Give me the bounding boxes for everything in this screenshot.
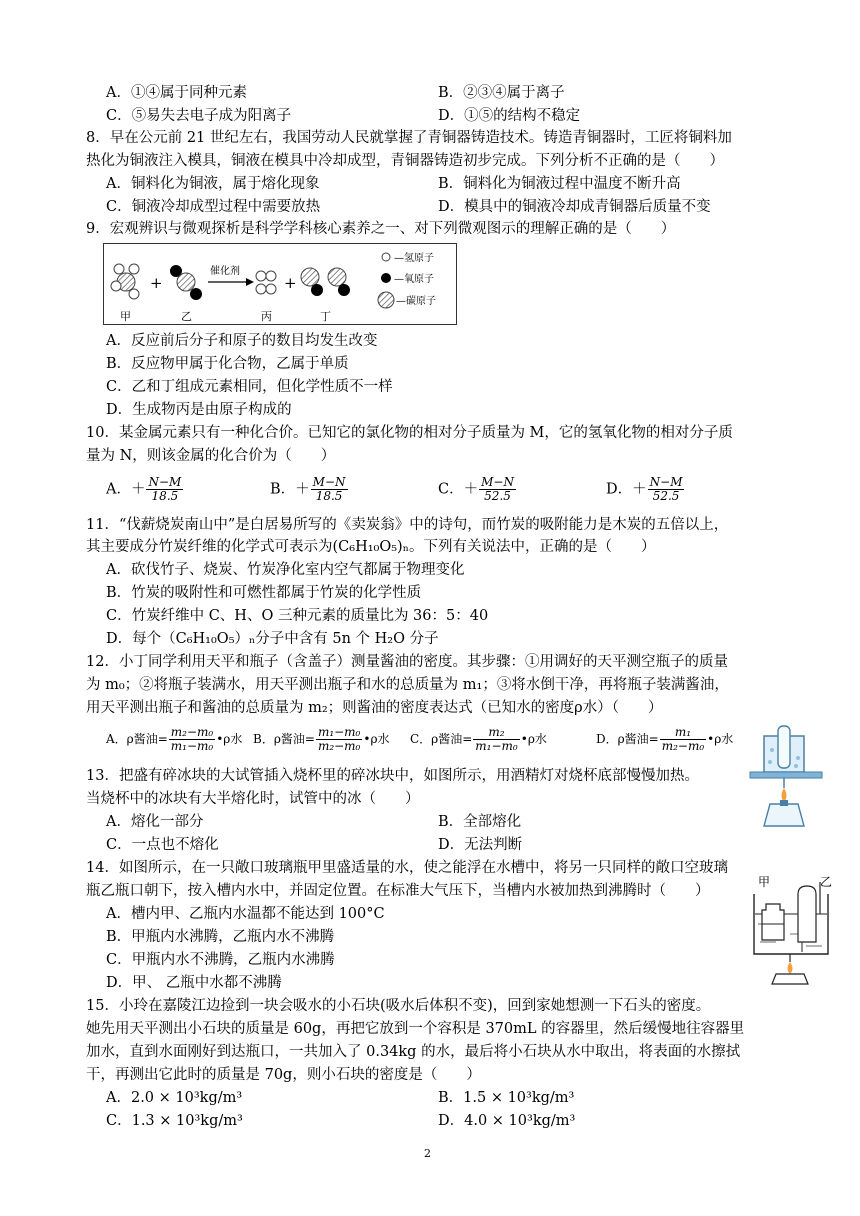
catalyst-label: 催化剂 <box>210 266 240 277</box>
q9-option-d: D．生成物丙是由原子构成的 <box>106 402 292 418</box>
q8-stem-line2: 热化为铜液注入模具，铜液在模具中冷却成型，青铜器铸造初步完成。下列分析不正确的是（ ） <box>86 153 724 169</box>
q9-option-c: C．乙和丁组成元素相同，但化学性质不一样 <box>106 379 393 395</box>
molecule-bing <box>256 271 276 294</box>
q11-stem-line1: 11．“伐薪烧炭南山中”是白居易所写的《卖炭翁》中的诗句，而竹炭的吸附能力是木炭的五倍以上， <box>86 517 729 533</box>
q9-molecule-diagram <box>104 244 456 324</box>
q15-option-a: A．2.0 × 10³kg/m³ <box>106 1090 243 1106</box>
q15-option-c: C．1.3 × 10³kg/m³ <box>106 1113 243 1129</box>
legend-hydrogen: —氢原子 <box>394 253 434 264</box>
molecule-ding <box>301 268 350 296</box>
q13-stem-line1: 13．把盛有碎冰块的大试管插入烧杯里的碎冰块中，如图所示，用酒精灯对烧杯底部慢慢加热。 <box>86 768 699 784</box>
label-yi-bottle: 乙 <box>820 875 833 889</box>
q7-option-c: C．⑤易失去电子成为阳离子 <box>106 108 292 124</box>
q15-option-d: D．4.0 × 10³kg/m³ <box>438 1113 576 1129</box>
q8-option-b: B．铜料化为铜液过程中温度不断升高 <box>438 176 681 192</box>
molecule-jia <box>111 264 139 299</box>
legend-oxygen: —氧原子 <box>394 274 434 285</box>
label-jia: 甲 <box>120 310 131 323</box>
q13-stem-line2: 当烧杯中的冰块有大半熔化时，试管中的冰（ ） <box>86 791 420 807</box>
q15-stem-line4: 干，再测出它此时的质量是 70g，则小石块的密度是（ ） <box>86 1067 481 1083</box>
q10-option-d: D．＋ $\frac{N-M}{52.5}$ <box>606 475 683 503</box>
q12-option-b: B．ρ酱油= $\frac{\text{m₁−m₀}}{\text{m₂−m₀}}$ •ρ水 <box>253 725 390 753</box>
q14-option-a: A．槽内甲、乙瓶内水温都不能达到 100°C <box>106 906 385 922</box>
q12-c-fraction: $\frac{\text{m₂}}{\text{m₁−m₀}}$ <box>475 725 518 753</box>
label-jia-bottle: 甲 <box>758 875 771 889</box>
q12-stem-line3: 用天平测出瓶子和酱油的总质量为 m₂；则酱油的密度表达式（已知水的密度ρ水）（ ） <box>86 700 663 716</box>
q10-d-fraction: $\frac{N-M}{52.5}$ <box>649 475 683 503</box>
q10-b-fraction: $\frac{M-N}{18.5}$ <box>312 475 346 503</box>
q13-option-d: D．无法判断 <box>438 837 523 853</box>
q12-option-a: A．ρ酱油= $\frac{\text{m₂−m₀}}{\text{m₁−m₀}}$ •ρ水 <box>106 725 243 753</box>
plus-sign-2: + <box>284 274 297 292</box>
q10-stem-line1: 10．某金属元素只有一种化合价。已知它的氯化物的相对分子质量为 M，它的氢氧化物的相对分子质 <box>86 425 733 441</box>
q15-option-b: B．1.5 × 10³kg/m³ <box>438 1090 575 1106</box>
label-bing: 丙 <box>261 310 272 323</box>
q8-option-a: A．铜料化为铜液，属于熔化现象 <box>106 176 320 192</box>
q12-option-c: C．ρ酱油= $\frac{\text{m₂}}{\text{m₁−m₀}}$ •ρ水 <box>410 725 547 753</box>
q14-stem-line2: 瓶乙瓶口朝下，按入槽内水中，并固定位置。在标准大气压下，当槽内水被加热到沸腾时（ ） <box>86 883 710 899</box>
q10-option-a: A．＋ $\frac{N-M}{18.5}$ <box>106 475 182 503</box>
q8-option-d: D．模具中的铜液冷却成青铜器后质量不变 <box>438 199 711 215</box>
q15-stem-line2: 她先用天平测出小石块的质量是 60g，再把它放到一个容积是 370mL 的容器里，然后缓慢地往容器里 <box>86 1021 745 1037</box>
q13-beaker-figure <box>748 722 826 834</box>
q15-stem-line3: 加水，直到水面刚好到达瓶口，一共加入了 0.34kg 的水，最后将小石块从水中取出，将表面的水擦拭 <box>86 1044 741 1060</box>
q11-stem-line2: 其主要成分竹炭纤维的化学式可表示为(C₆H₁₀O₅)ₙ。下列有关说法中，正确的是（ ） <box>86 539 656 555</box>
q10-option-b: B．＋ $\frac{M-N}{18.5}$ <box>270 475 346 503</box>
q14-option-b: B．甲瓶内水沸腾，乙瓶内水不沸腾 <box>106 929 335 945</box>
q9-option-a: A．反应前后分子和原子的数目均发生改变 <box>106 333 378 349</box>
q10-c-fraction: $\frac{M-N}{52.5}$ <box>481 475 514 503</box>
molecule-yi <box>170 265 202 300</box>
q9-option-b: B．反应物甲属于化合物，乙属于单质 <box>106 356 349 372</box>
q9-stem: 9．宏观辨识与微观探析是科学学科核心素养之一、对下列微观图示的理解正确的是（ ） <box>86 221 676 237</box>
q12-b-fraction: $\frac{\text{m₁−m₀}}{\text{m₂−m₀}}$ <box>317 725 361 753</box>
q14-option-d: D．甲、 乙瓶中水都不沸腾 <box>106 975 282 991</box>
q11-option-c: C．竹炭纤维中 C、H、O 三种元素的质量比为 36：5：40 <box>106 608 489 624</box>
q8-option-c: C．铜液冷却成型过程中需要放热 <box>106 199 321 215</box>
q11-option-b: B．竹炭的吸附性和可燃性都属于竹炭的化学性质 <box>106 585 422 601</box>
q14-option-c: C．甲瓶内水不沸腾，乙瓶内水沸腾 <box>106 952 335 968</box>
q11-option-a: A．砍伐竹子、烧炭、竹炭净化室内空气都属于物理变化 <box>106 562 465 578</box>
q9-molecule-figure <box>103 243 457 325</box>
q12-d-fraction: $\frac{\text{m₁}}{\text{m₂−m₀}}$ <box>661 725 705 753</box>
legend-carbon: —碳原子 <box>396 296 436 307</box>
q10-option-c: C．＋ $\frac{M-N}{52.5}$ <box>438 475 514 503</box>
q12-option-d: D．ρ酱油= $\frac{\text{m₁}}{\text{m₂−m₀}}$ •ρ水 <box>596 725 734 753</box>
q12-a-fraction: $\frac{\text{m₂−m₀}}{\text{m₁−m₀}}$ <box>170 725 214 753</box>
q10-a-fraction: $\frac{N-M}{18.5}$ <box>148 475 182 503</box>
q7-option-d: D．①⑤的结构不稳定 <box>438 108 581 124</box>
label-ding: 丁 <box>320 310 331 323</box>
q7-option-a: A．①④属于同种元素 <box>106 85 247 101</box>
q8-stem-line1: 8．早在公元前 21 世纪左右，我国劳动人民就掌握了青铜器铸造技术。铸造青铜器时，工匠将铜料加 <box>86 130 732 146</box>
q13-option-a: A．熔化一部分 <box>106 814 204 830</box>
q13-option-b: B．全部熔化 <box>438 814 522 830</box>
q14-trough-figure <box>750 874 836 986</box>
q14-stem-line1: 14．如图所示，在一只敞口玻璃瓶甲里盛适量的水，使之能浮在水槽中，将另一只同样的敞口空玻璃 <box>86 860 728 876</box>
q12-stem-line2: 为 m₀；②将瓶子装满水，用天平测出瓶子和水的总质量为 m₁；③将水倒干净，再将瓶子装满酱油， <box>86 677 729 693</box>
q7-option-b: B．②③④属于离子 <box>438 85 565 101</box>
page-number: 2 <box>424 1147 431 1160</box>
q11-option-d: D．每个（C₆H₁₀O₅）ₙ分子中含有 5n 个 H₂O 分子 <box>106 631 439 647</box>
q12-stem-line1: 12．小丁同学利用天平和瓶子（含盖子）测量酱油的密度。其步骤：①用调好的天平测空瓶子的质量 <box>86 654 728 670</box>
label-yi: 乙 <box>181 310 192 323</box>
q13-option-c: C．一点也不熔化 <box>106 837 219 853</box>
q10-stem-line2: 量为 N，则该金属的化合价为（ ） <box>86 448 336 464</box>
q15-stem-line1: 15．小玲在嘉陵江边捡到一块会吸水的小石块(吸水后体积不变)，回到家她想测一下石头的密度。 <box>86 998 711 1014</box>
plus-sign-1: + <box>150 274 163 292</box>
